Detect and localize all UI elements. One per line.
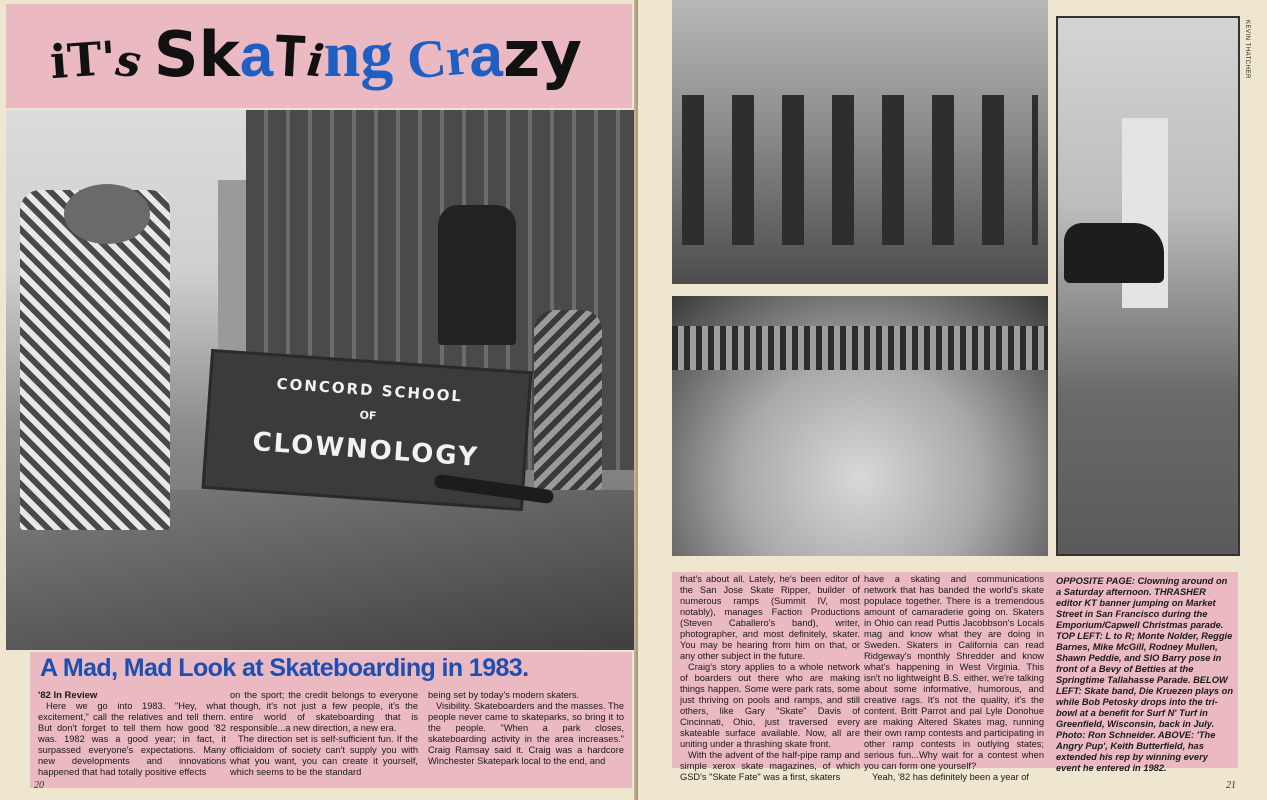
headline-part: Sk [153, 18, 240, 91]
banner-line: OF [359, 408, 377, 423]
photo-car [1064, 223, 1164, 283]
headline-part: zy [503, 18, 582, 92]
page-number: 20 [34, 780, 44, 791]
paragraph: Craig's story applies to a whole network of boarders out there who are making things happen. Some were park rats, some just thriving on pools and ramps, and still others, like Gary "Skate" Davis of Cincinnati, Ohio, just traversed every skateable surface available. Now, all are uniting under a thrashing skate front. [680, 662, 860, 749]
article-subhead: A Mad, Mad Look at Skateboarding in 1983. [40, 654, 529, 682]
paragraph: The direction set is self-sufficient fun. If the officialdom of society can't supply you with what you want, you can create it yourself, which seems to be the standard [230, 734, 418, 777]
text-column [864, 574, 1044, 783]
clownology-banner-jump-photo [6, 110, 634, 650]
headline-part: ng [323, 18, 394, 91]
paragraph: Yeah, '82 has definitely been a year of [872, 772, 1030, 782]
paragraph: that's about all. Lately, he's been editor of the San Jose Skate Ripper, builder of numerous ramps (Summit IV, most notably), manages Faction Productions (Steven Caballero's band), writer, photographer, and most definitely, skater. You may be hearing from him on that, or any other subject in the future. [680, 574, 860, 661]
headline-part: Cr [404, 25, 473, 91]
banner-line: CLOWNOLOGY [251, 427, 480, 473]
headline-part: i [304, 35, 327, 88]
text-column [680, 574, 860, 783]
paragraph: Here we go into 1983. "Hey, what excitement," call the relatives and tell them. But don't forget to tell them how good '82 was. 1982 was a good year; in fact, it surpassed everyone's expectations. Many new developments and innovations happened that had totally positive effects [38, 701, 226, 777]
paragraph: With the advent of the half-pipe ramp and simple xerox skate magazines, of which GSD's "Skate Fate" was a first, skaters [680, 750, 860, 782]
headline-part: iT' [48, 30, 118, 90]
photo-credit: KEVIN THATCHER [1244, 20, 1250, 79]
photo-captions [1048, 572, 1238, 773]
article-body-left [30, 688, 632, 788]
section-rubric: '82 In Review [38, 690, 98, 701]
photo-clown-head [64, 184, 150, 244]
headline-band [6, 4, 632, 108]
headline-part: T [271, 24, 309, 91]
headline-part: s [113, 34, 144, 89]
photo-skater [438, 205, 516, 345]
paragraph: Visibility. Skateboarders and the masses. The people never came to skateparks, so bring it to the people. "When a park closes, skateboarding activity in the area increases." Craig Ramsay said it. Craig was a hardcore Winchester Skatepark local to the end, and [428, 701, 624, 766]
article-body-right [672, 572, 1048, 782]
page-number: 21 [1226, 780, 1236, 791]
photo-crowd [672, 326, 1048, 370]
tri-bowl-band-photo [672, 296, 1048, 556]
headline-part: a [239, 22, 274, 89]
headline [48, 18, 630, 112]
banner-line: CONCORD SCHOOL [276, 374, 464, 406]
text-column [38, 690, 226, 778]
subhead-band [30, 652, 632, 688]
photo-clown [534, 310, 602, 490]
photo-skaters-row [682, 95, 1038, 245]
headline-part: a [469, 22, 504, 89]
parade-group-photo [672, 0, 1048, 284]
paragraph: have a skating and communications network that has banded the world's skate populace together. There is a tremendous amount of camaraderie going on. Skaters in Ohio can read Puttis Jacobbson's Locals mag and know what they are doing in Sweden. Skaters in California can read Ridgeway's monthly Shredder and know what's happening in West Virginia. This isn't no lightweight B.S. either, we're talking about some informative, humorous, and creative rags. It's not the quality, it's the content. Britt Parrot and pal Lyle Donohue are making Altered Skates mag, running their own ramp contests and participating in other ramp contests in outlying states; serious fun...Why wait for a contest when you can form one yourself? [864, 574, 1044, 771]
angry-pup-photo [1056, 16, 1240, 556]
paragraph: on the sport; the credit belongs to everyone though, it's not just a few people, it's the entire world of skateboarding that is responsible...a new direction, a new era. [230, 690, 418, 733]
text-column [428, 690, 624, 767]
caption-text: OPPOSITE PAGE: Clowning around on a Saturday afternoon. THRASHER editor KT banner jumping on Market Street in San Francisco during the Emporium/Capwell Christmas parade. TOP LEFT: L to R; Monte Nolder, Reggie Barnes, Mike McGill, Rodney Mullen, Shawn Peddie, and SIO Barry pose in front of a Bevy of Betties at the Springtime Tallahasse Parade. BELOW LEFT: Skate band, Die Kruezen plays on while Bob Petosky drops into the tri-bowl at a benefit for Surf N' Turf in Greenfield, Wisconsin, back in July. Photo: Ron Schneider. ABOVE: 'The Angry Pup', Keith Butterfield, has extended his rep by winning every event he entered in 1982. [1056, 576, 1234, 773]
text-column [230, 690, 418, 778]
paragraph: being set by today's modern skaters. [428, 690, 580, 700]
